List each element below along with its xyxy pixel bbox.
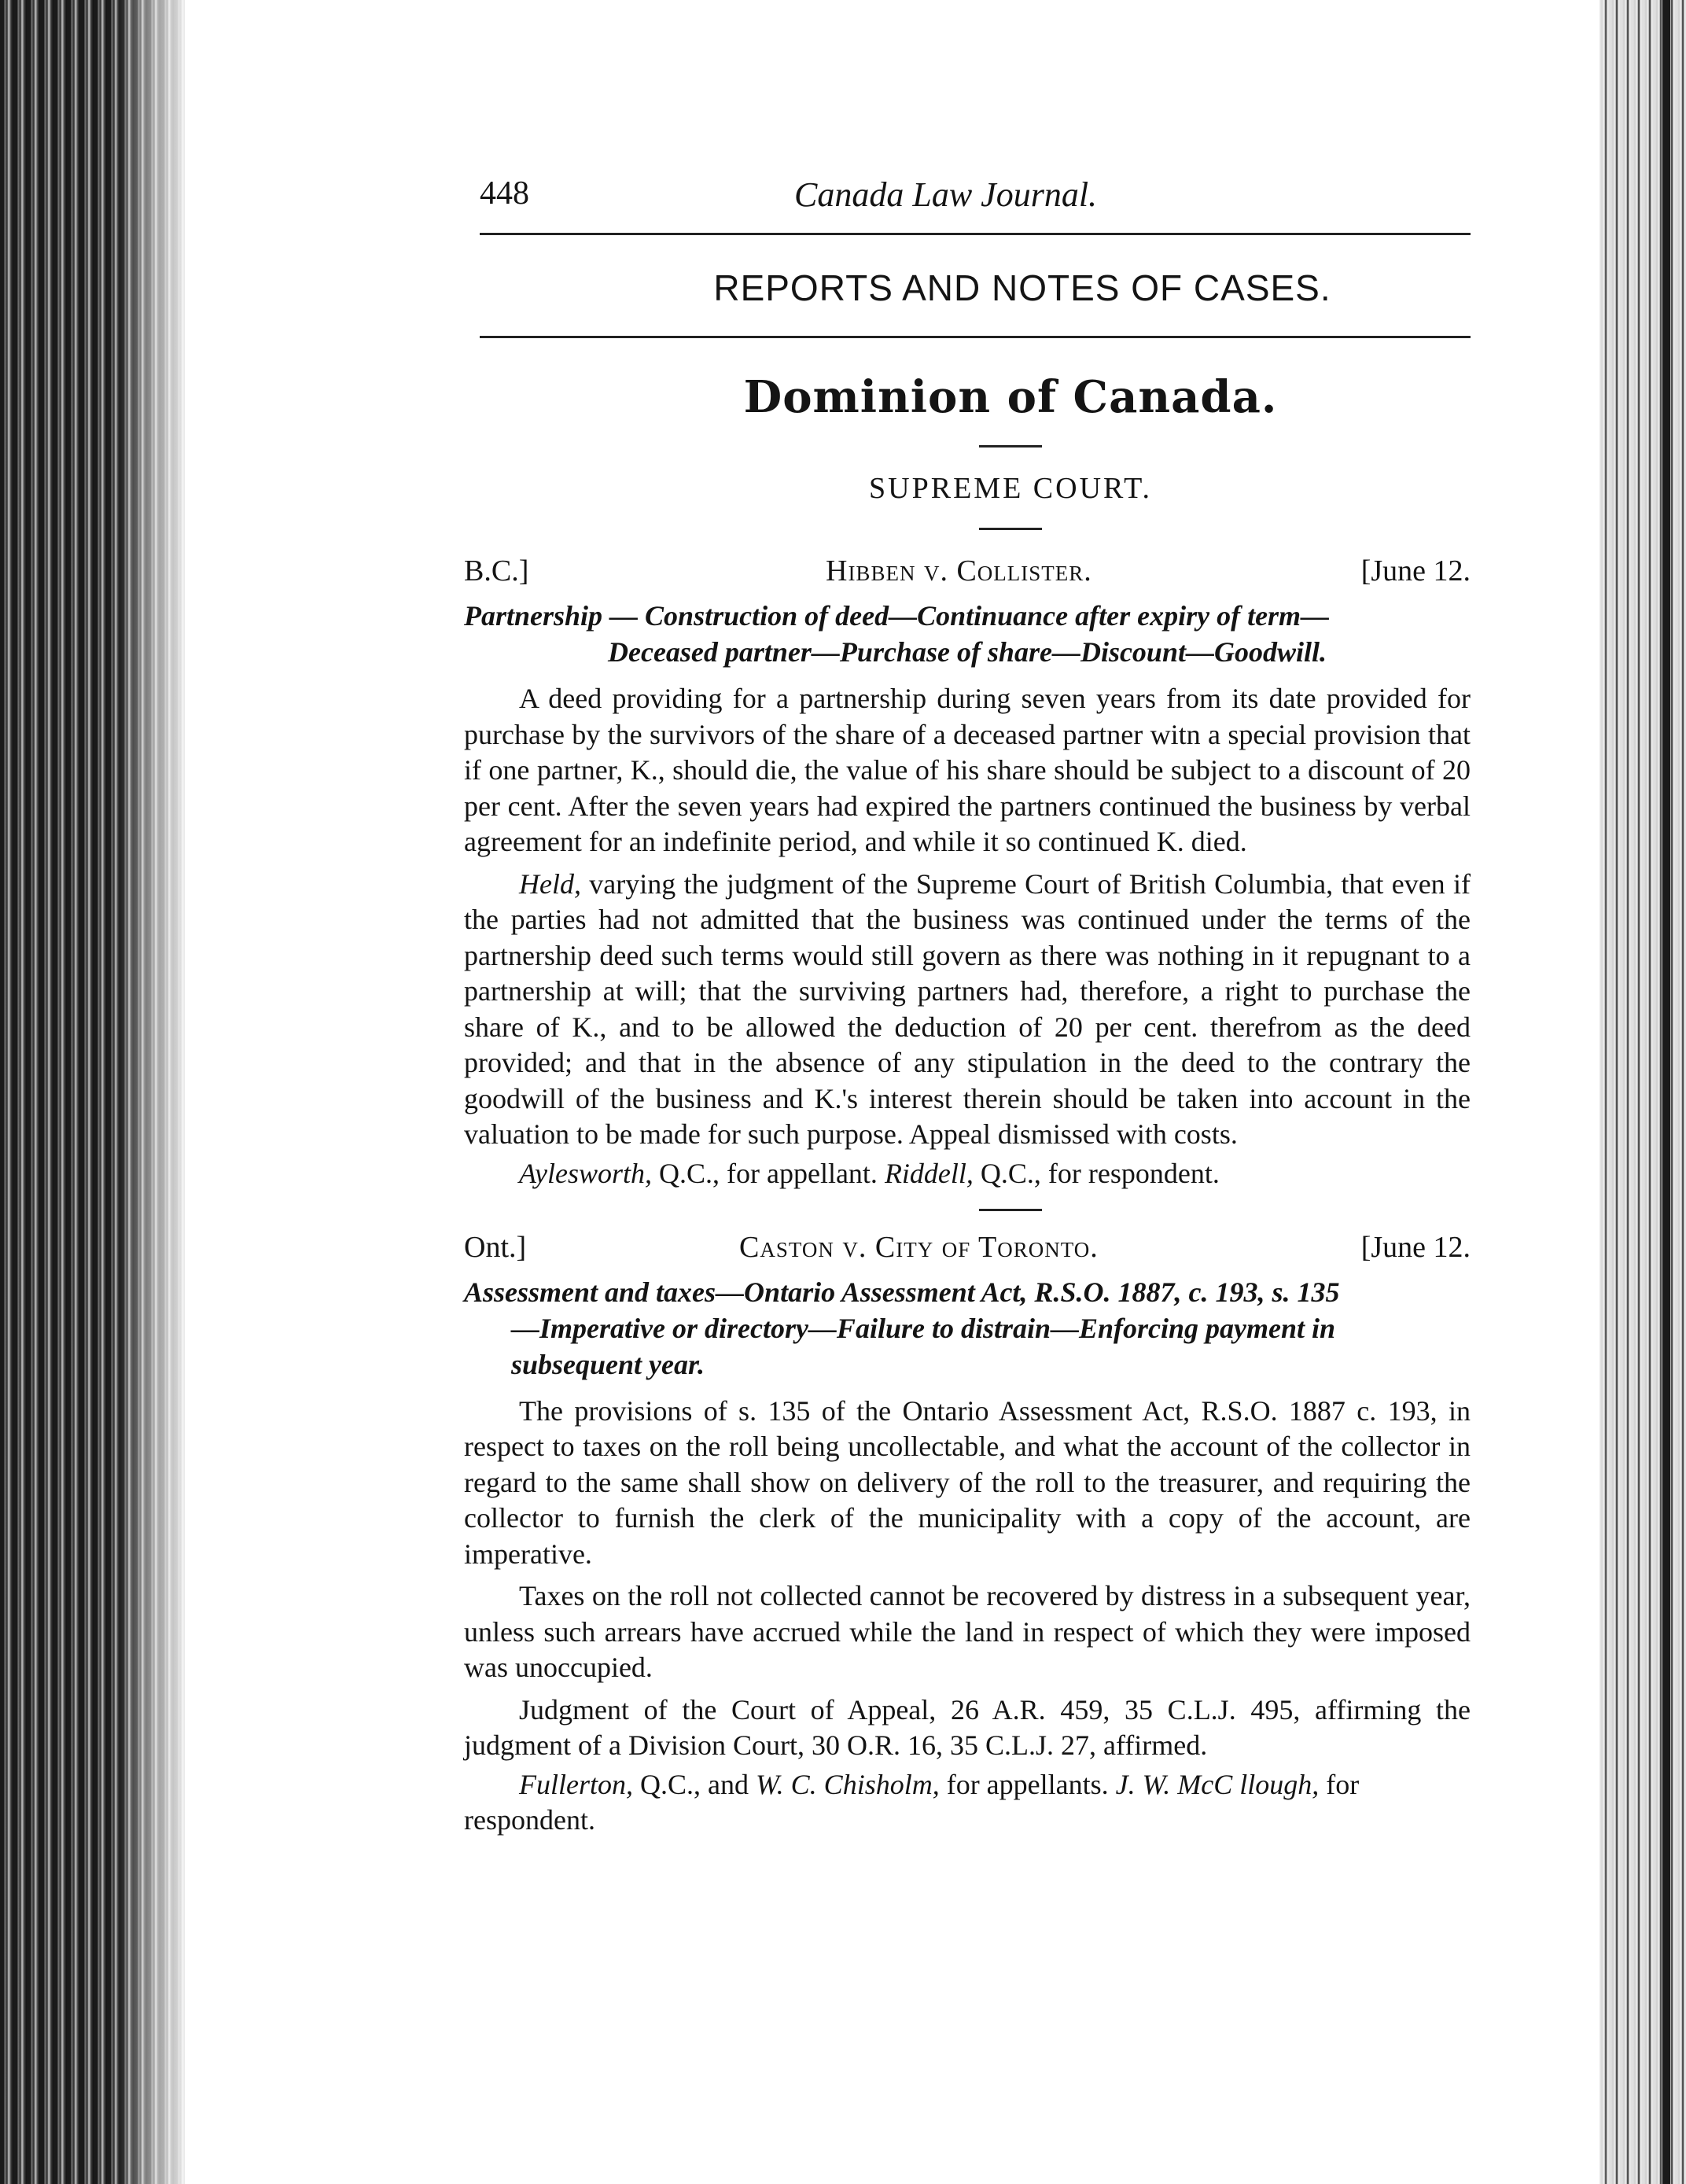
scan-shadow-left [118, 0, 197, 2184]
case-paragraph: The provisions of s. 135 of the Ontario Assessment Act, R.S.O. 1887 c. 193, in respect to taxes on the roll being uncollectable, and what the account of the collector in regard to the same shall show on delivery of the roll to the treasurer, and requiring the collector to furnish the clerk of the municipality with a copy of the account, are imperative. [464, 1394, 1471, 1570]
case-date: [June 12. [1360, 554, 1471, 587]
case-province: B.C.] [464, 554, 529, 587]
headnote: Partnership — Construction of deed—Continuance after expiry of term— [464, 600, 1330, 632]
case-header [464, 554, 1471, 596]
case-title: Caston v. City of Toronto. [739, 1230, 1099, 1264]
case-province: Ont.] [464, 1230, 527, 1264]
headnote: Deceased partner—Purchase of share—Discount—Goodwill. [607, 636, 1327, 668]
journal-title: Canada Law Journal. [794, 175, 1098, 214]
scan-edge-line [1662, 0, 1670, 2184]
section-heading: REPORTS AND NOTES OF CASES. [713, 267, 1331, 308]
scan-edge-right [1599, 0, 1686, 2184]
case-paragraph: Judgment of the Court of Appeal, 26 A.R. 459, 35 C.L.J. 495, affirming the judgment of a Division Court, 30 O.R. 16, 35 C.L.J. 27, affirmed. [464, 1693, 1471, 1761]
counsel-line: Fullerton, Q.C., and W. C. Chisholm, for appellants. J. W. McC llough, for respondent. [464, 1768, 1360, 1836]
case-title: Hibben v. Collister. [826, 554, 1092, 587]
short-divider [979, 1209, 1042, 1211]
jurisdiction-heading: Dominion of Canada. [743, 371, 1278, 423]
case-header [464, 1230, 1471, 1272]
counsel-line: Aylesworth, Q.C., for appellant. Riddell, Q.C., for respondent. [519, 1157, 1220, 1189]
case-date: [June 12. [1360, 1230, 1471, 1264]
case-paragraph: A deed providing for a partnership during seven years from its date provided for purchase by the survivors of the share of a deceased partner witn a special provision that if one partner, K., should die, the value of his share should be subject to a discount of 20 per cent. After the seven years had expired the partners continued the business by verbal agreement for an indefinite period, and while it so continued K. died. [464, 683, 1471, 857]
journal-page [464, 173, 1471, 1838]
court-heading: SUPREME COURT. [869, 472, 1152, 505]
short-divider [979, 445, 1042, 447]
scan-shadow-right [1576, 0, 1607, 2184]
case-paragraph: Held, varying the judgment of the Supreme Court of British Columbia, that even if the parties had not admitted that the business was continued under the terms of the partnership deed such terms would still govern as there was nothing in it repugnant to a partnership at will; that the surviving partners had, therefore, a right to purchase the share of K., and to be allowed the deduction of 20 per cent. therefrom as the deed provided; and that in the absence of any stipulation in the deed to the contrary the goodwill of the business and K.'s interest therein should be taken into account in the valuation to be made for such purpose. Appeal dismissed with costs. [464, 867, 1471, 1150]
headnote: —Imperative or directory—Failure to distrain—Enforcing payment in subsequent year. [511, 1312, 1336, 1380]
case-entry [464, 1230, 1471, 1838]
running-header [464, 173, 1471, 228]
case-entry [464, 554, 1471, 1191]
case-paragraph: Taxes on the roll not collected cannot be recovered by distress in a subsequent year, unless such arrears have accrued while the land in respect of which they were imposed was unoccupied. [464, 1580, 1471, 1683]
section-rule [480, 336, 1471, 338]
short-divider [979, 528, 1042, 530]
headnote: Assessment and taxes—Ontario Assessment Act, R.S.O. 1887, c. 193, s. 135 [464, 1276, 1340, 1308]
page-number: 448 [480, 175, 529, 212]
header-rule [480, 233, 1471, 235]
